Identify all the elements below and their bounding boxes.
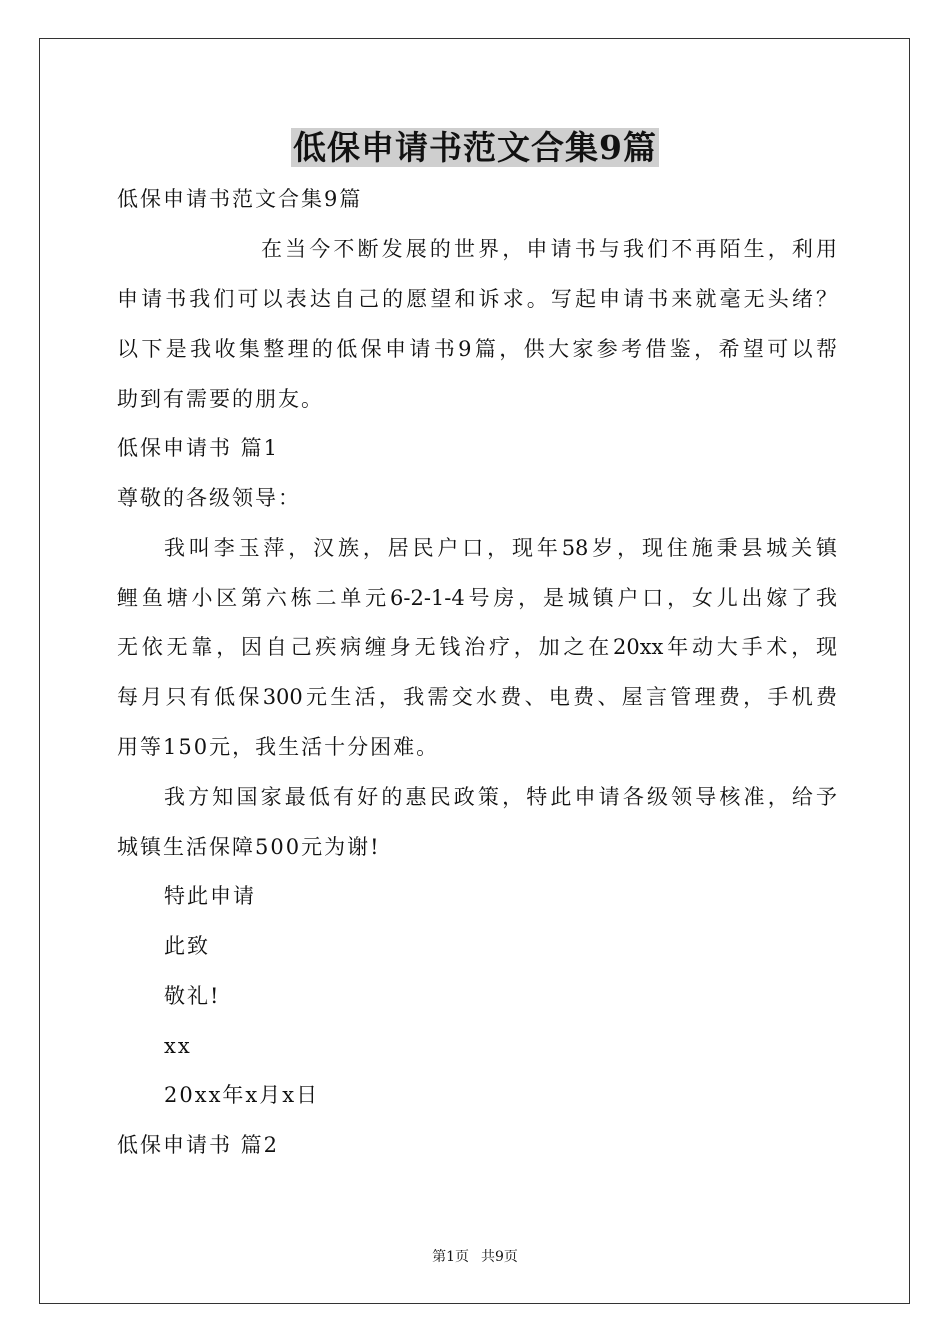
page-border bbox=[39, 38, 910, 1304]
document-title bbox=[0, 122, 950, 174]
intro-line-2: 申请书我们可以表达自己的愿望和诉求。写起申请书来就毫无头绪？ bbox=[117, 287, 837, 311]
para1-line-5: 用等150元，我生活十分困难。 bbox=[117, 735, 440, 759]
section-heading-2: 低保申请书 篇2 bbox=[117, 1133, 280, 1157]
closing-regards: 此致 bbox=[164, 934, 210, 958]
para2-line-1: 我方知国家最低有好的惠民政策，特此申请各级领导核准，给予 bbox=[164, 785, 837, 809]
para2-line-2: 城镇生活保障500元为谢! bbox=[117, 835, 381, 859]
closing-salute: 敬礼! bbox=[164, 984, 221, 1008]
salutation: 尊敬的各级领导： bbox=[117, 486, 301, 510]
intro-line-4: 助到有需要的朋友。 bbox=[117, 387, 324, 411]
subtitle: 低保申请书范文合集9篇 bbox=[117, 187, 363, 211]
intro-line-1: 在当今不断发展的世界，申请书与我们不再陌生，利用 bbox=[261, 237, 837, 261]
page-footer bbox=[0, 1247, 950, 1267]
document-title-text: 低保申请书范文合集9篇 bbox=[293, 128, 657, 167]
section-heading-1: 低保申请书 篇1 bbox=[117, 436, 280, 460]
para1-line-3: 无依无靠，因自己疾病缠身无钱治疗，加之在20xx年动大手术，现 bbox=[117, 635, 837, 659]
closing-request: 特此申请 bbox=[164, 884, 256, 908]
para1-line-1: 我叫李玉萍，汉族，居民户口，现年58岁，现住施秉县城关镇 bbox=[164, 536, 837, 560]
para1-line-4: 每月只有低保300元生活，我需交水费、电费、屋言管理费，手机费 bbox=[117, 685, 837, 709]
para1-line-2: 鲤鱼塘小区第六栋二单元6-2-1-4号房，是城镇户口，女儿出嫁了我 bbox=[117, 586, 837, 610]
page-total: 共9页 bbox=[481, 1249, 518, 1265]
intro-line-3: 以下是我收集整理的低保申请书9篇，供大家参考借鉴，希望可以帮 bbox=[117, 337, 837, 361]
date: 20xx年x月x日 bbox=[164, 1083, 320, 1107]
page-number: 第1页 bbox=[432, 1249, 469, 1265]
signature: xx bbox=[164, 1034, 192, 1058]
